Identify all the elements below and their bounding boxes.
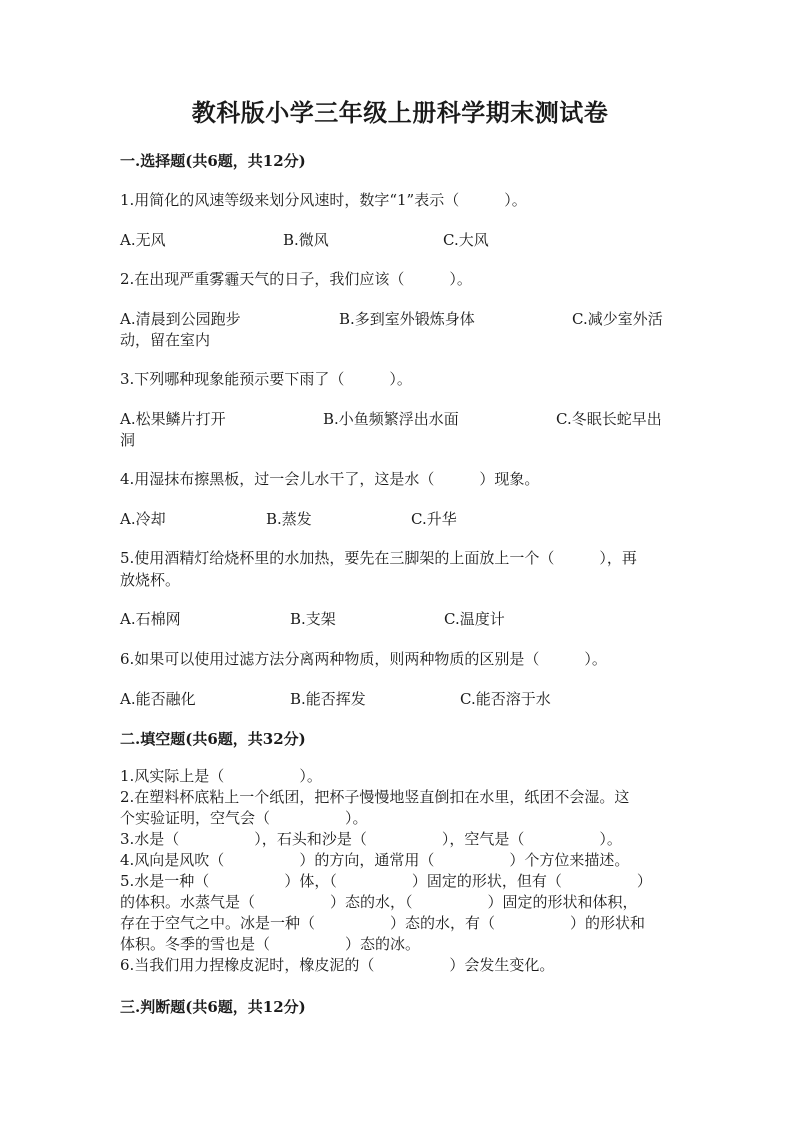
question-stem: 3.下列哪种现象能预示要下雨了（ ）。 [120, 370, 412, 388]
option-c: C.温度计 [444, 610, 505, 628]
fill-line: 体积。冬季的雪也是（ ）态的冰。 [120, 935, 421, 953]
fill-line: 1.风实际上是（ ）。 [120, 767, 322, 785]
option-a: A.松果鳞片打开 [120, 410, 226, 428]
question-stem: 4.用湿抹布擦黑板，过一会儿水干了，这是水（ ）现象。 [120, 470, 540, 488]
option-continuation: 洞 [120, 431, 136, 449]
fill-line: 存在于空气之中。冰是一种（ ）态的水，有（ ）的形状和 [120, 914, 646, 932]
fill-blank-block [120, 766, 690, 976]
section-heading-choice: 一.选择题(共6题，共12分) [120, 152, 306, 170]
option-a: A.冷却 [120, 510, 166, 528]
option-b: B.多到室外锻炼身体 [339, 310, 475, 328]
question-stem: 2.在出现严重雾霾天气的日子，我们应该（ ）。 [120, 270, 472, 288]
fill-line: 2.在塑料杯底粘上一个纸团，把杯子慢慢地竖直倒扣在水里，纸团不会湿。这 [120, 788, 630, 806]
option-a: A.石棉网 [120, 610, 181, 628]
option-b: B.支架 [290, 610, 336, 628]
option-c: C.大风 [443, 231, 489, 249]
option-c: C.升华 [411, 510, 457, 528]
section-heading-fill-blank: 二.填空题(共6题，共32分) [120, 730, 306, 748]
fill-line: 3.水是（ ），石头和沙是（ ），空气是（ ）。 [120, 830, 622, 848]
option-a: A.无风 [120, 231, 166, 249]
section-heading-true-false: 三.判断题(共6题，共12分) [120, 998, 306, 1016]
option-c: C.减少室外活 [572, 310, 663, 328]
option-c: C.能否溶于水 [460, 690, 551, 708]
option-b: B.蒸发 [266, 510, 312, 528]
option-c: C.冬眠长蛇早出 [556, 410, 662, 428]
option-b: B.小鱼频繁浮出水面 [323, 410, 459, 428]
exam-title: 教科版小学三年级上册科学期末测试卷 [191, 98, 609, 127]
fill-line: 4.风向是风吹（ ）的方向，通常用（ ）个方位来描述。 [120, 851, 630, 869]
fill-line: 个实验证明，空气会（ ）。 [120, 809, 368, 827]
question-stem: 5.使用酒精灯给烧杯里的水加热，要先在三脚架的上面放上一个（ ），再 [120, 549, 637, 567]
option-b: B.微风 [283, 231, 329, 249]
fill-line: 5.水是一种（ ）体，（ ）固定的形状，但有（ ） [120, 872, 652, 890]
question-stem: 6.如果可以使用过滤方法分离两种物质，则两种物质的区别是（ ）。 [120, 650, 607, 668]
option-b: B.能否挥发 [290, 690, 366, 708]
fill-line: 的体积。水蒸气是（ ）态的水，（ ）固定的形状和体积， [120, 893, 638, 911]
question-continuation: 放烧杯。 [120, 571, 181, 589]
question-stem: 1.用简化的风速等级来划分风速时，数字“1”表示（ ）。 [120, 191, 527, 209]
fill-line: 6.当我们用力捏橡皮泥时，橡皮泥的（ ）会发生变化。 [120, 956, 555, 974]
option-a: A.清晨到公园跑步 [120, 310, 241, 328]
option-a: A.能否融化 [120, 690, 196, 708]
option-continuation: 动，留在室内 [120, 331, 211, 349]
